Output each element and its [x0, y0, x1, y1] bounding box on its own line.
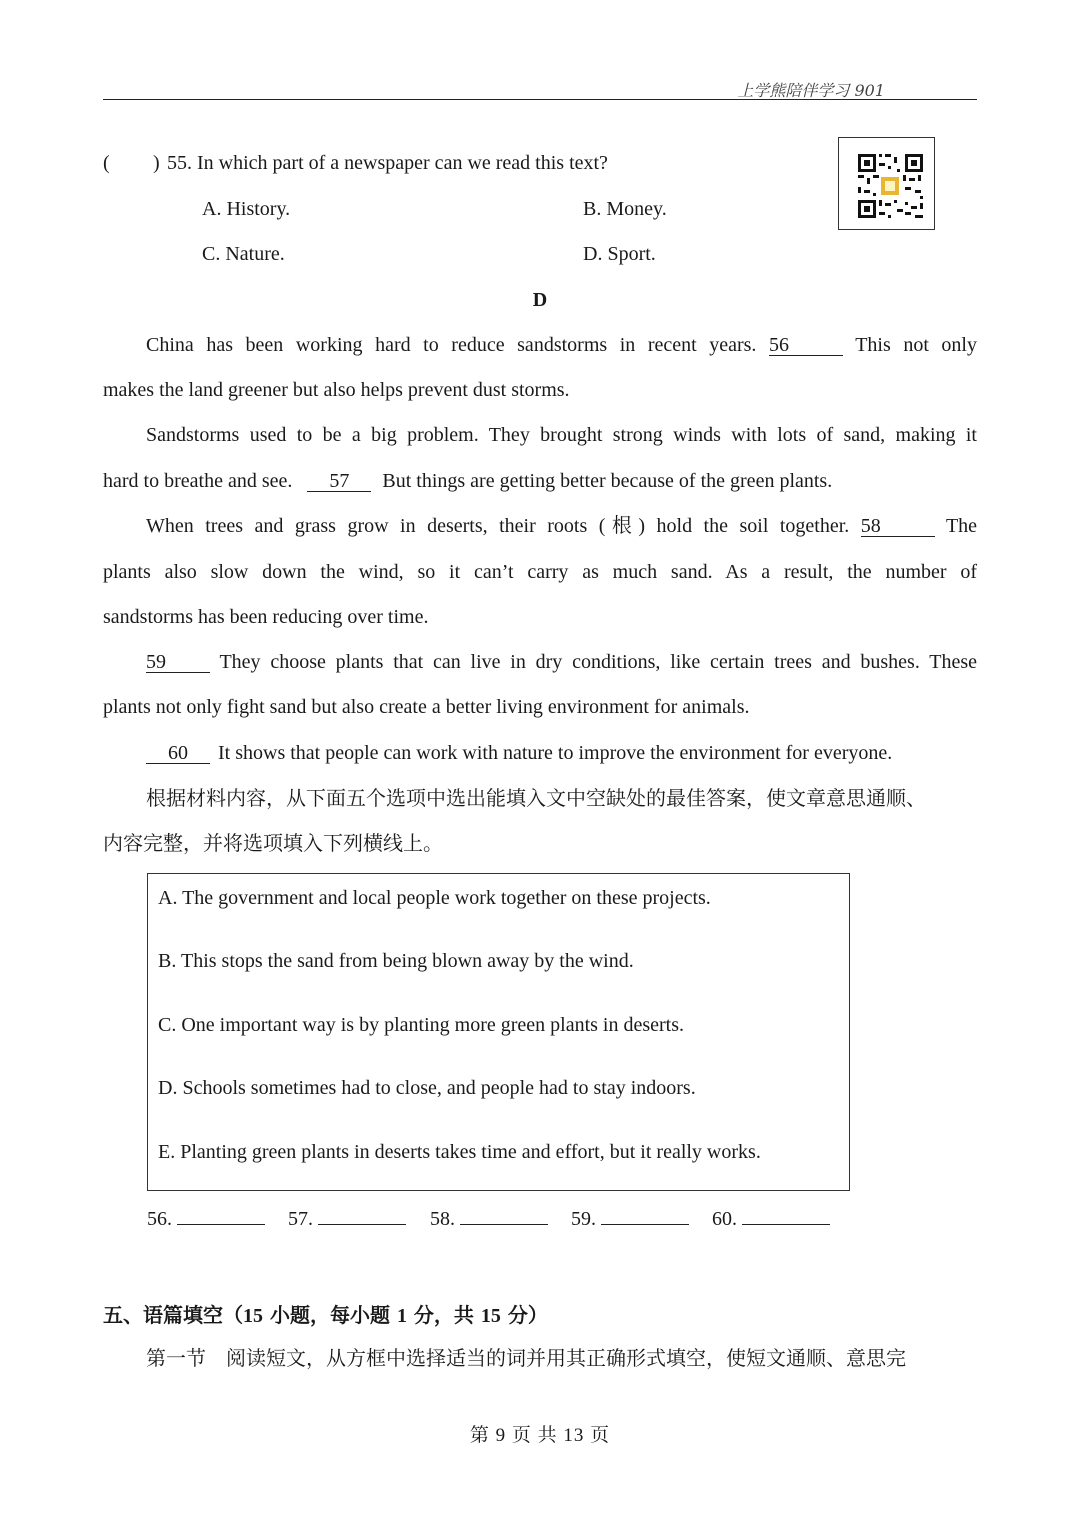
blank-57: 57 [307, 471, 371, 492]
section-5-title-mid2: 分，共 [406, 1303, 481, 1327]
p4-text-after: They choose plants that can live in dry conditions, like certain trees and bushes. These [219, 651, 978, 673]
paragraph-3-line-1 [146, 515, 977, 537]
p5-text-after: It shows that people can work with nature to improve the environment for everyone. [218, 742, 893, 764]
section-5-title [103, 1299, 548, 1328]
section-5-subsection: 第一节 阅读短文，从方框中选择适当的词并用其正确形式填空，使短文通顺、意思完 [146, 1346, 906, 1370]
answer-line-60[interactable] [742, 1206, 830, 1225]
paragraph-4-line-2: plants not only fight sand but also create a better living environment for animals. [103, 696, 750, 718]
blank-56: 56 [769, 335, 843, 356]
answer-56[interactable] [147, 1206, 265, 1230]
choice-b: B. This stops the sand from being blown away by the wind. [158, 950, 634, 972]
instruction-line-1: 根据材料内容，从下面五个选项中选出能填入文中空缺处的最佳答案，使文章意思通顺、 [146, 786, 926, 810]
answer-60[interactable] [712, 1206, 830, 1230]
paragraph-2-line-2 [103, 470, 832, 492]
choice-c: C. One important way is by planting more green plants in deserts. [158, 1014, 685, 1036]
q55-option-a: A. History. [202, 198, 291, 220]
paragraph-5-line-1 [146, 742, 892, 764]
paragraph-3-line-3: sandstorms has been reducing over time. [103, 606, 429, 628]
passage-title: D [532, 289, 548, 311]
paragraph-4-line-1 [146, 651, 977, 673]
qr-code-icon [839, 138, 933, 228]
answer-label-58: 58. [430, 1208, 455, 1230]
section-5-title-prefix: 五、语篇填空（ [103, 1303, 243, 1327]
answer-label-56: 56. [147, 1208, 172, 1230]
q55-option-c: C. Nature. [202, 243, 285, 265]
blank-60: 60 [146, 743, 210, 764]
answer-line-59[interactable] [601, 1206, 689, 1225]
q55-option-b: B. Money. [583, 198, 667, 220]
answer-line-57[interactable] [318, 1206, 406, 1225]
paragraph-1-line-1 [146, 334, 977, 356]
choice-a: A. The government and local people work together on these projects. [158, 887, 711, 909]
q55-paren-open: ( [103, 152, 110, 174]
p3-text-before: When trees and grass grow in deserts, their roots (根) hold the soil together. [146, 515, 850, 537]
qr-code-box [838, 137, 935, 230]
answer-59[interactable] [571, 1206, 689, 1230]
q55-paren-close: ) [153, 152, 160, 174]
answer-label-59: 59. [571, 1208, 596, 1230]
blank-58: 58 [861, 516, 935, 537]
section-5-title-mid1: 小题，每小题 [263, 1303, 397, 1327]
answer-line-58[interactable] [460, 1206, 548, 1225]
answer-57[interactable] [288, 1206, 406, 1230]
paragraph-3-line-2: plants also slow down the wind, so it can’t carry as much sand. As a result, the number of [103, 561, 977, 583]
answer-58[interactable] [430, 1206, 548, 1230]
choice-e: E. Planting green plants in deserts takes time and effort, but it really works. [158, 1141, 761, 1163]
page-footer: 第 9 页 共 13 页 [469, 1425, 611, 1446]
page-header: 上学熊陪伴学习 901 [737, 81, 885, 100]
answer-line-56[interactable] [177, 1206, 265, 1225]
blank-59: 59 [146, 652, 210, 673]
section-5-total: 15 [480, 1305, 501, 1327]
answer-label-57: 57. [288, 1208, 313, 1230]
paragraph-1-line-2: makes the land greener but also helps prevent dust storms. [103, 379, 570, 401]
p1-text-before: China has been working hard to reduce sandstorms in recent years. [146, 334, 757, 356]
section-5-count: 15 [243, 1305, 263, 1327]
p2-text-after: But things are getting better because of the green plants. [382, 470, 833, 492]
paragraph-2-line-1: Sandstorms used to be a big problem. They brought strong winds with lots of sand, making it [146, 424, 977, 446]
section-5-title-suffix: 分） [500, 1303, 548, 1327]
section-5-points-each: 1 [396, 1305, 407, 1327]
choice-d: D. Schools sometimes had to close, and people had to stay indoors. [158, 1077, 696, 1099]
answer-label-60: 60. [712, 1208, 737, 1230]
q55-option-d: D. Sport. [583, 243, 656, 265]
q55-stem: 55. In which part of a newspaper can we read this text? [167, 152, 608, 174]
header-divider [103, 99, 977, 100]
instruction-line-2: 内容完整，并将选项填入下列横线上。 [103, 831, 443, 855]
p1-text-after: This not only [855, 334, 977, 356]
p2-text-before: hard to breathe and see. [103, 470, 293, 492]
p3-text-after: The [945, 515, 978, 537]
